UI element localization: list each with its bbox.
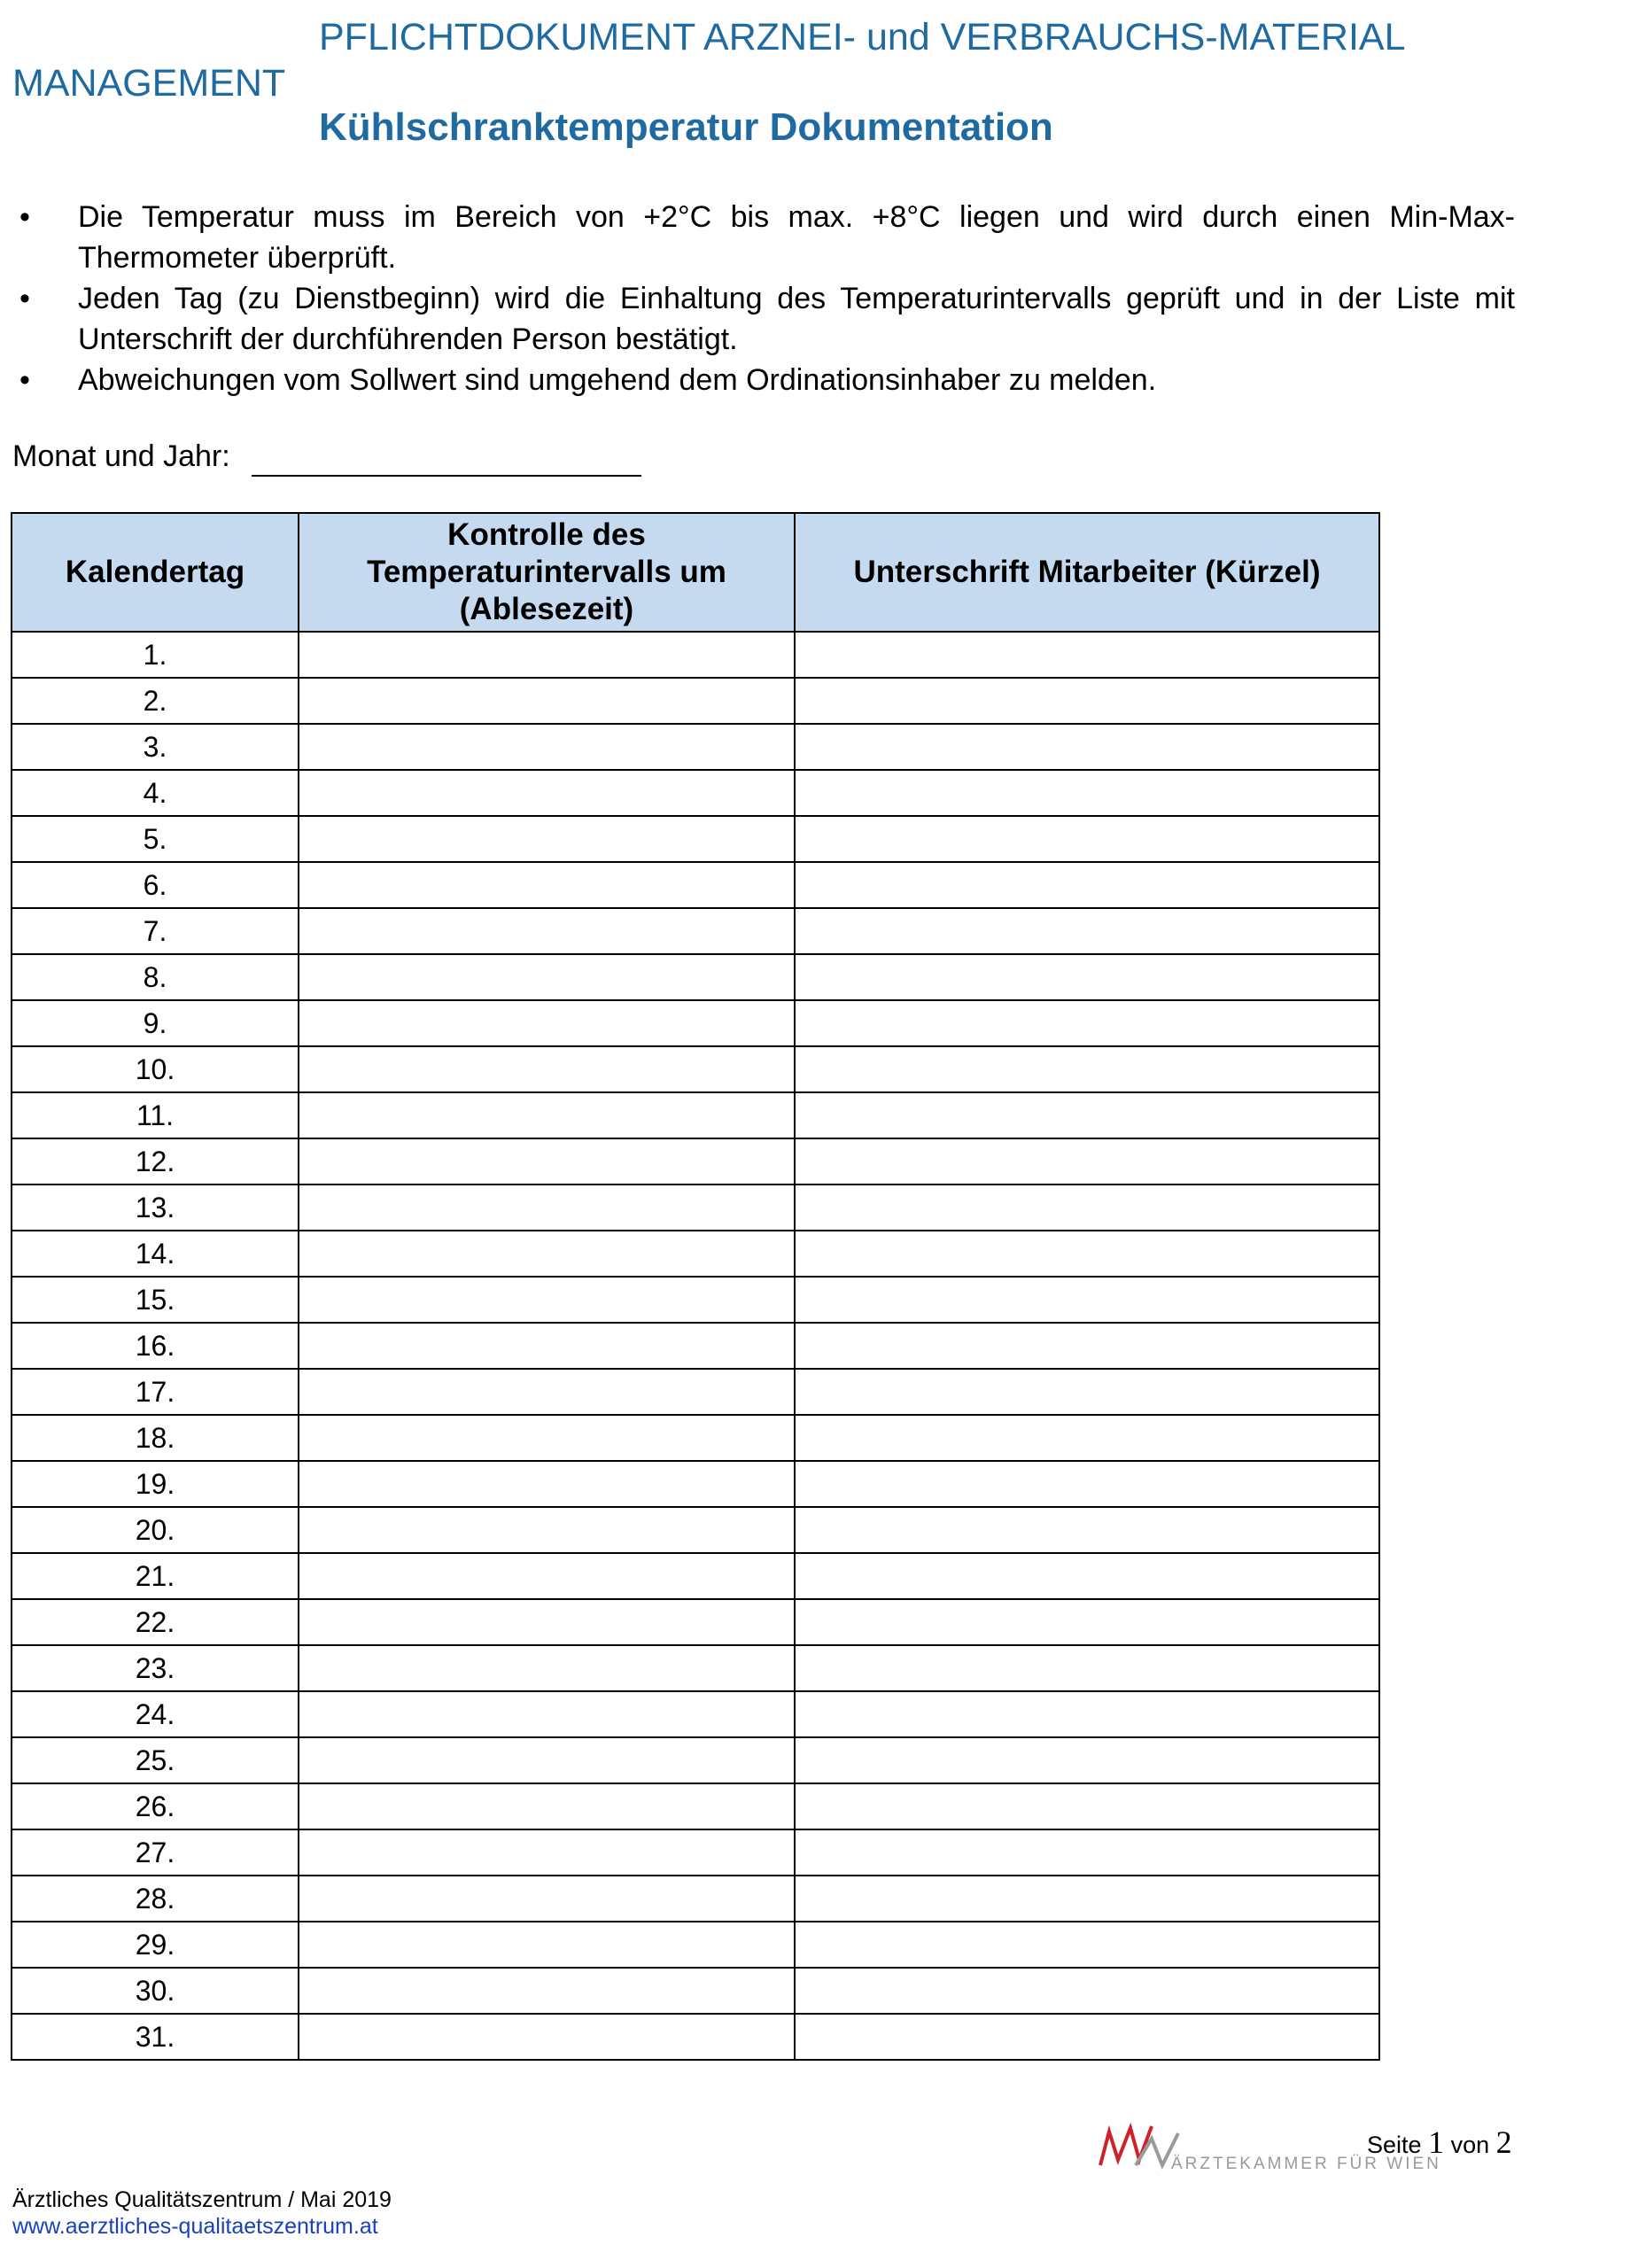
table-row	[12, 908, 1379, 954]
signature-entry-cell[interactable]	[795, 770, 1379, 816]
document-title-line2: MANAGEMENT	[12, 62, 286, 105]
time-entry-cell[interactable]	[299, 724, 795, 770]
table-row	[12, 816, 1379, 862]
signature-entry-cell[interactable]	[795, 1046, 1379, 1092]
day-cell: 29.	[12, 1922, 299, 1968]
signature-entry-cell[interactable]	[795, 1415, 1379, 1461]
day-cell: 28.	[12, 1876, 299, 1922]
time-entry-cell[interactable]	[299, 1000, 795, 1046]
signature-entry-cell[interactable]	[795, 1000, 1379, 1046]
time-entry-cell[interactable]	[299, 862, 795, 908]
signature-entry-cell[interactable]	[795, 1323, 1379, 1369]
month-year-blank[interactable]	[252, 443, 641, 477]
document-title-line1: PFLICHTDOKUMENT ARZNEI- und VERBRAUCHS-MATERIAL	[319, 16, 1406, 58]
time-entry-cell[interactable]	[299, 1829, 795, 1876]
rule-text: Die Temperatur muss im Bereich von +2°C bis max. +8°C liegen und wird durch einen Min-Max-Thermometer überprüft.	[78, 200, 1515, 275]
signature-entry-cell[interactable]	[795, 862, 1379, 908]
table-row	[12, 1092, 1379, 1138]
day-cell: 9.	[12, 1000, 299, 1046]
day-cell: 16.	[12, 1323, 299, 1369]
table-row	[12, 1829, 1379, 1876]
day-cell: 6.	[12, 862, 299, 908]
signature-entry-cell[interactable]	[795, 1138, 1379, 1184]
time-entry-cell[interactable]	[299, 1599, 795, 1645]
signature-entry-cell[interactable]	[795, 1599, 1379, 1645]
table-row	[12, 1783, 1379, 1829]
page-current: 1	[1428, 2124, 1445, 2160]
table-row	[12, 1645, 1379, 1691]
table-row	[12, 1138, 1379, 1184]
time-entry-cell[interactable]	[299, 1323, 795, 1369]
signature-entry-cell[interactable]	[795, 1783, 1379, 1829]
time-entry-cell[interactable]	[299, 1461, 795, 1507]
time-entry-cell[interactable]	[299, 1553, 795, 1599]
signature-entry-cell[interactable]	[795, 1231, 1379, 1277]
page-number	[1367, 2124, 1512, 2161]
table-row	[12, 1922, 1379, 1968]
table-row	[12, 678, 1379, 724]
signature-entry-cell[interactable]	[795, 1876, 1379, 1922]
footer-org: Ärztliches Qualitätszentrum / Mai 2019	[12, 2187, 392, 2212]
table-row	[12, 1507, 1379, 1553]
table-header-row	[12, 513, 1379, 632]
table-body	[12, 632, 1379, 2060]
time-entry-cell[interactable]	[299, 1184, 795, 1231]
time-entry-cell[interactable]	[299, 1645, 795, 1691]
day-cell: 12.	[12, 1138, 299, 1184]
table-row	[12, 1184, 1379, 1231]
day-cell: 19.	[12, 1461, 299, 1507]
day-cell: 4.	[12, 770, 299, 816]
day-cell: 15.	[12, 1277, 299, 1323]
table-row	[12, 862, 1379, 908]
time-entry-cell[interactable]	[299, 1092, 795, 1138]
footer-url-link[interactable]: www.aerztliches-qualitaetszentrum.at	[12, 2214, 378, 2239]
header-unterschrift: Unterschrift Mitarbeiter (Kürzel)	[795, 513, 1379, 632]
month-year-field	[12, 436, 641, 477]
time-entry-cell[interactable]	[299, 1783, 795, 1829]
table-row	[12, 1415, 1379, 1461]
table-row	[12, 954, 1379, 1000]
day-cell: 21.	[12, 1553, 299, 1599]
table-row	[12, 632, 1379, 678]
day-cell: 30.	[12, 1968, 299, 2014]
day-cell: 14.	[12, 1231, 299, 1277]
document-subtitle: Kühlschranktemperatur Dokumentation	[319, 105, 1053, 149]
day-cell: 18.	[12, 1415, 299, 1461]
day-cell: 26.	[12, 1783, 299, 1829]
signature-entry-cell[interactable]	[795, 632, 1379, 678]
signature-entry-cell[interactable]	[795, 954, 1379, 1000]
table-row	[12, 1968, 1379, 2014]
time-entry-cell[interactable]	[299, 1876, 795, 1922]
bullet-icon: •	[19, 363, 30, 397]
table-row	[12, 1691, 1379, 1737]
month-year-label: Monat und Jahr:	[12, 439, 230, 473]
day-cell: 5.	[12, 816, 299, 862]
day-cell: 7.	[12, 908, 299, 954]
table-row	[12, 1737, 1379, 1783]
signature-entry-cell[interactable]	[795, 1092, 1379, 1138]
day-cell: 25.	[12, 1737, 299, 1783]
page-of-word: von	[1450, 2132, 1490, 2158]
day-cell: 23.	[12, 1645, 299, 1691]
time-entry-cell[interactable]	[299, 632, 795, 678]
time-entry-cell[interactable]	[299, 816, 795, 862]
day-cell: 17.	[12, 1369, 299, 1415]
day-cell: 11.	[12, 1092, 299, 1138]
logo-text: ÄRZTEKAMMER FÜR WIEN	[1171, 2155, 1441, 2173]
table-row	[12, 770, 1379, 816]
rule-item	[12, 278, 1515, 360]
day-cell: 24.	[12, 1691, 299, 1737]
time-entry-cell[interactable]	[299, 1369, 795, 1415]
signature-entry-cell[interactable]	[795, 1507, 1379, 1553]
signature-entry-cell[interactable]	[795, 816, 1379, 862]
bullet-icon: •	[19, 282, 30, 315]
signature-entry-cell[interactable]	[795, 1691, 1379, 1737]
day-cell: 1.	[12, 632, 299, 678]
temperature-log-table	[11, 512, 1380, 2061]
time-entry-cell[interactable]	[299, 1277, 795, 1323]
table-row	[12, 1553, 1379, 1599]
signature-entry-cell[interactable]	[795, 1829, 1379, 1876]
time-entry-cell[interactable]	[299, 2014, 795, 2060]
table-row	[12, 1231, 1379, 1277]
rule-text: Jeden Tag (zu Dienstbeginn) wird die Einhaltung des Temperaturintervalls geprüft und in der Liste mit Unterschrift der durchführenden Person bestätigt.	[78, 282, 1515, 356]
table-row	[12, 1599, 1379, 1645]
time-entry-cell[interactable]	[299, 1138, 795, 1184]
time-entry-cell[interactable]	[299, 954, 795, 1000]
signature-entry-cell[interactable]	[795, 678, 1379, 724]
rule-item	[12, 360, 1515, 400]
time-entry-cell[interactable]	[299, 908, 795, 954]
signature-entry-cell[interactable]	[795, 1968, 1379, 2014]
table-row	[12, 1000, 1379, 1046]
time-entry-cell[interactable]	[299, 1507, 795, 1553]
table-row	[12, 1046, 1379, 1092]
table-row	[12, 1277, 1379, 1323]
day-cell: 27.	[12, 1829, 299, 1876]
signature-entry-cell[interactable]	[795, 1369, 1379, 1415]
day-cell: 31.	[12, 2014, 299, 2060]
signature-entry-cell[interactable]	[795, 1645, 1379, 1691]
table-row	[12, 2014, 1379, 2060]
signature-entry-cell[interactable]	[795, 1737, 1379, 1783]
signature-entry-cell[interactable]	[795, 2014, 1379, 2060]
time-entry-cell[interactable]	[299, 1922, 795, 1968]
header-kontrolle: Kontrolle des Temperaturintervalls um (Ablesezeit)	[299, 513, 795, 632]
time-entry-cell[interactable]	[299, 1737, 795, 1783]
day-cell: 3.	[12, 724, 299, 770]
signature-entry-cell[interactable]	[795, 1277, 1379, 1323]
time-entry-cell[interactable]	[299, 1968, 795, 2014]
document-title	[12, 14, 1589, 106]
signature-entry-cell[interactable]	[795, 1461, 1379, 1507]
time-entry-cell[interactable]	[299, 1415, 795, 1461]
day-cell: 13.	[12, 1184, 299, 1231]
day-cell: 2.	[12, 678, 299, 724]
signature-entry-cell[interactable]	[795, 724, 1379, 770]
time-entry-cell[interactable]	[299, 770, 795, 816]
signature-entry-cell[interactable]	[795, 1184, 1379, 1231]
time-entry-cell[interactable]	[299, 678, 795, 724]
time-entry-cell[interactable]	[299, 1691, 795, 1737]
page-word: Seite	[1367, 2132, 1422, 2158]
rule-item	[12, 197, 1515, 278]
bullet-icon: •	[19, 200, 30, 234]
rule-text: Abweichungen vom Sollwert sind umgehend dem Ordinationsinhaber zu melden.	[78, 363, 1157, 397]
day-cell: 10.	[12, 1046, 299, 1092]
day-cell: 20.	[12, 1507, 299, 1553]
time-entry-cell[interactable]	[299, 1046, 795, 1092]
table-row	[12, 1461, 1379, 1507]
rules-list	[12, 197, 1515, 400]
table-row	[12, 1323, 1379, 1369]
table-row	[12, 724, 1379, 770]
day-cell: 8.	[12, 954, 299, 1000]
day-cell: 22.	[12, 1599, 299, 1645]
footer	[12, 2186, 392, 2240]
page-total: 2	[1495, 2124, 1512, 2160]
signature-entry-cell[interactable]	[795, 908, 1379, 954]
table-row	[12, 1876, 1379, 1922]
table-row	[12, 1369, 1379, 1415]
signature-entry-cell[interactable]	[795, 1553, 1379, 1599]
header-kalendertag: Kalendertag	[12, 513, 299, 632]
signature-entry-cell[interactable]	[795, 1922, 1379, 1968]
time-entry-cell[interactable]	[299, 1231, 795, 1277]
